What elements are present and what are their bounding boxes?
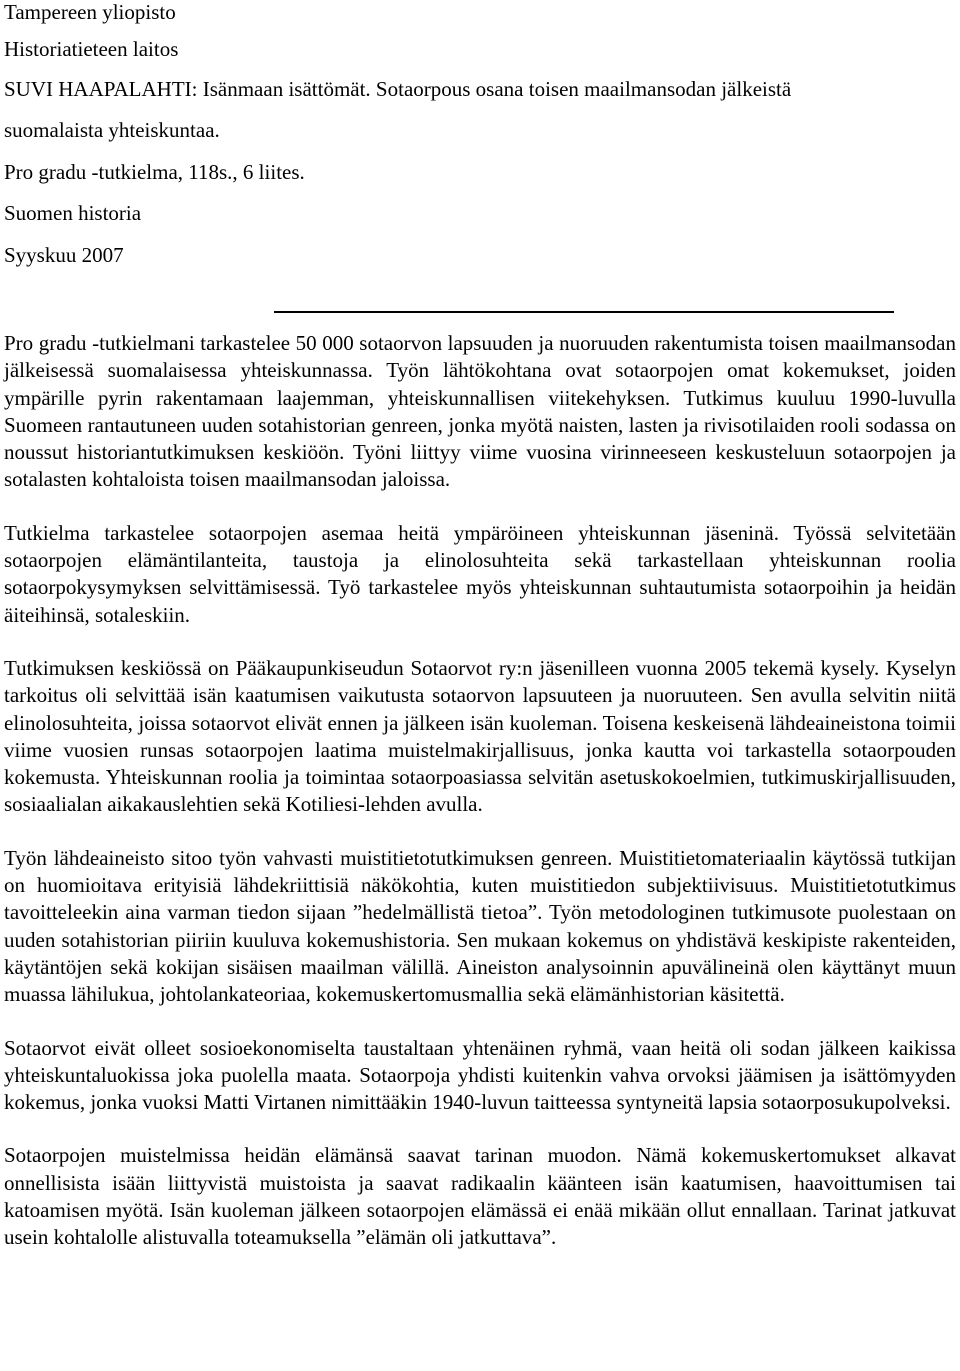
department-name: Historiatieteen laitos xyxy=(4,37,179,61)
university-name: Tampereen yliopisto xyxy=(4,0,176,24)
thesis-info: Pro gradu -tutkielma, 118s., 6 liites. xyxy=(4,160,305,184)
abstract-paragraph-5: Sotaorvot eivät olleet sosioekonomiselta taustaltaan yhtenäinen ryhmä, vaan heitä oli sodan jälkeen kaikissa yhteiskuntaluokissa joka puolella maata. Sotaorpoja yhdisti kuitenkin vahva orvoksi jäämisen ja isättömyyden kokemus, jonka vuoksi Matti Virtanen nimittääkin 1940-luvun taitteessa syntyneitä lapsia sotaorposukupolveksi. xyxy=(4,1035,956,1115)
abstract-paragraph-1: Pro gradu -tutkielmani tarkastelee 50 000 sotaorvon lapsuuden ja nuoruuden rakentumista toisen maailmansodan jälkeisessä suomalaisessa yhteiskunnassa. Työn lähtökohtana ovat sotaorpojen omat kokemukset, joiden ympärille pyrin rakentamaan laajemman, yhteiskunnallisen viitekehyksen. Tutkimus kuuluu 1990-luvulla Suomeen rantautuneen uuden sotahistorian genreen, jonka myötä naisten, lasten ja rivisotilaiden rooli sodassa on noussut historiantutkimuksen keskiöön. Työni liittyy viime vuosina virinneeseen keskusteluun sotaorpojen ja sotalasten kohtaloista toisen maailmansodan jaloissa. xyxy=(4,331,956,492)
abstract-paragraph-4: Työn lähdeaineisto sitoo työn vahvasti muistitietotutkimuksen genreen. Muistitietomateriaalin käytössä tutkijan on huomioitava erityisiä lähdekriittisiä näkökohtia, kuten muistitiedon subjektiivisuus. Muistitietotutkimus tavoitteleekin aina varman tiedon sijaan ”hedelmällistä tietoa”. Työn metodologinen tutkimusote puolestaan on uuden sotahistorian piiriin kuuluva kokemushistoria. Sen mukaan kokemus on yhdistävä keskipiste rakenteiden, käytäntöjen sekä kokijan sisäisen maailman välillä. Aineiston analysoinnin apuvälineinä olen käyttänyt muun muassa lähilukua, johtolankateoriaa, kokemuskertomusmallia sekä elämänhistorian käsitettä. xyxy=(4,845,956,1007)
abstract-paragraph-6: Sotaorpojen muistelmissa heidän elämänsä saavat tarinan muodon. Nämä kokemuskertomukset alkavat onnellisista isään liittyvistä muistoista ja saavat radikaalin käänteen isän kaatumisen, haavoittumisen tai katoamisen myötä. Isän kuoleman jälkeen sotaorpojen elämässä ei enää mikään ollut ennallaan. Tarinat jatkuvat usein kohtalolle alistuvalla toteamuksella ”elämän oli jatkuttava”. xyxy=(4,1143,956,1250)
separator-rule xyxy=(274,311,894,313)
abstract-body xyxy=(4,330,956,1278)
thesis-title-line-2: suomalaista yhteiskuntaa. xyxy=(4,118,220,142)
subject-line: Suomen historia xyxy=(4,201,142,225)
thesis-title-line-1: SUVI HAAPALAHTI: Isänmaan isättömät. Sotaorpous osana toisen maailmansodan jälkeistä xyxy=(4,77,792,101)
abstract-paragraph-3: Tutkimuksen keskiössä on Pääkaupunkiseudun Sotaorvot ry:n jäsenilleen vuonna 2005 tekemä kysely. Kyselyn tarkoitus oli selvittää isän kaatumisen vaikutusta sotaorvon lapsuuteen ja nuoruuteen. Sen avulla selvitin niitä elinolosuhteita, joissa sotaorvot elivät ennen ja jälkeen isän kuoleman. Toisena keskeisenä lähdeaineistona toimii viime vuosien runsas sotaorpojen laatima muistelmakirjallisuus, jonka kautta voi tarkastella sotaorpouden kokemusta. Yhteiskunnan roolia ja toimintaa sotaorpoasiassa selvitän asetuskokoelmien, tutkimuskirjallisuuden, sosiaalialan aikakauslehtien sekä Kotiliesi-lehden avulla. xyxy=(4,655,956,817)
date-line: Syyskuu 2007 xyxy=(4,243,124,267)
abstract-paragraph-2: Tutkielma tarkastelee sotaorpojen asemaa heitä ympäröineen yhteiskunnan jäseninä. Työssä selvitetään sotaorpojen elämäntilanteita, taustoja ja elinolosuhteita sekä tarkastellaan yhteiskunnan roolia sotaorpokysymyksen selvittämisessä. Työ tarkastelee myös yhteiskunnan suhtautumista sotaorpoihin ja heidän äiteihinsä, sotaleskiin. xyxy=(4,520,956,627)
